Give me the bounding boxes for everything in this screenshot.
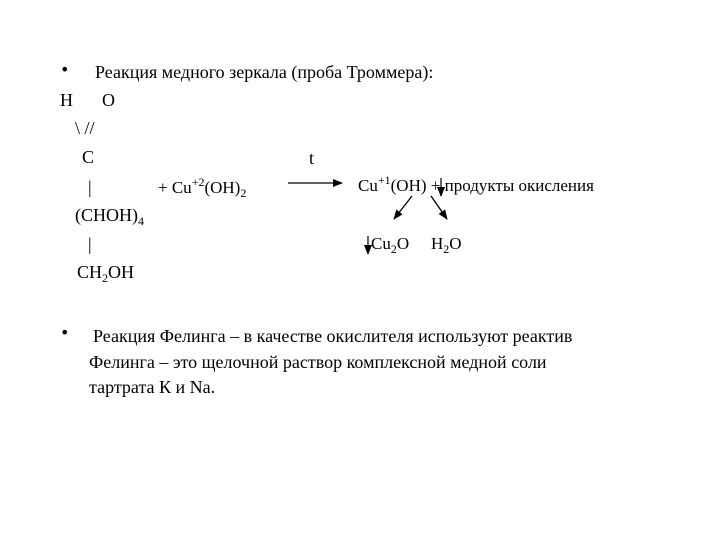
- reaction-1-title: Реакция медного зеркала (проба Троммера):: [95, 62, 434, 82]
- reaction-2-line-2: Фелинга – это щелочной раствор комплексной медной соли: [89, 352, 547, 372]
- decomp-arrow-right: [431, 196, 447, 219]
- product-cu2o: $Cu_2O$: [371, 234, 410, 256]
- condition-t: t: [309, 148, 315, 168]
- struct-bonds: \ //: [75, 118, 95, 138]
- bullet-2: •: [60, 323, 70, 342]
- struct-o: O: [102, 90, 115, 110]
- reaction-2-line-3: тартрата К и Na.: [89, 377, 216, 397]
- struct-bar-1: |: [88, 177, 92, 197]
- bullet-1: •: [60, 60, 70, 79]
- struct-chain: $(CHOH)_4$: [75, 205, 144, 228]
- decomp-arrow-left: [394, 196, 412, 219]
- reaction-2-line-1: Реакция Фелинга – в качестве окислителя используют реактив: [93, 326, 573, 346]
- struct-end: $CH_2OH$: [77, 262, 135, 285]
- product-h2o: $H_2O$: [431, 234, 462, 256]
- struct-bar-2: |: [88, 234, 92, 254]
- product: $Cu^{+1}(OH)$ + продукты окисления: [358, 173, 594, 195]
- struct-h: H: [60, 90, 73, 110]
- struct-c: C: [82, 147, 95, 167]
- reagent: + $Cu^{+2}(OH)_2$: [158, 175, 247, 200]
